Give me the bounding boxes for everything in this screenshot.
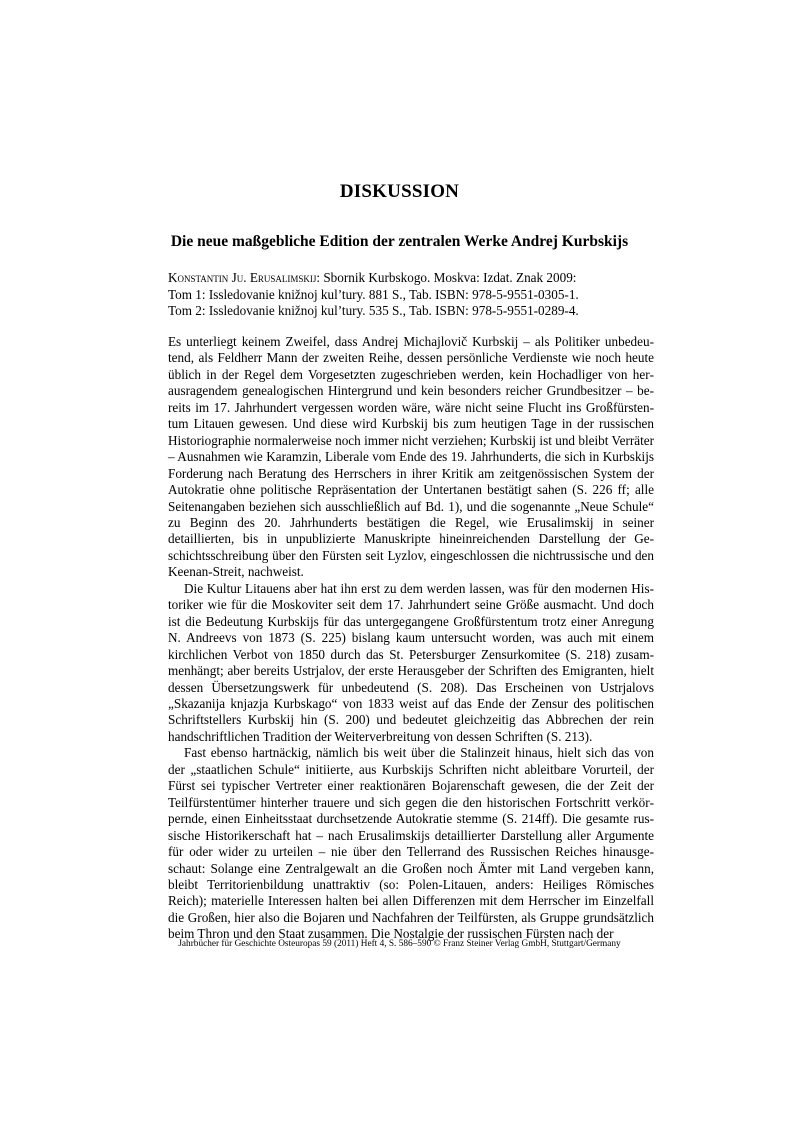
journal-footer: Jahrbücher für Geschichte Osteuropas 59 (2011) Heft 4, S. 586–590 © Franz Steiner Verlag GmbH, Stuttgart/Germany [178, 939, 621, 949]
article-body [168, 334, 654, 943]
section-title: DISKUSSION [339, 181, 460, 202]
body-paragraph: Es unterliegt keinem Zweifel, dass Andrej Michajlovič Kurbskij – als Politiker unbedeutend, als Feldherr Mann der zweiten Reihe, dessen persönliche Verdienste wie noch heute üblich in der Regel dem Vorgesetzten zugeschrieben werden, kein Hochadliger von herausragendem genealogischen Hintergrund und kein besonders reicher Grundbesitzer – bereits im 17. Jahrhundert vergessen worden wäre, wäre nicht seine Flucht ins Großfürstentum Litauen gewesen. Und diese wird Kurbskij bis zum heutigen Tage in der russischen Historiographie normalerweise noch immer nicht verziehen; Kurbskij ist und bleibt Verräter – Ausnahmen wie Karamzin, Liberale vom Ende des 19. Jahrhunderts, die sich in Kurbskijs Forderung nach Beratung des Herrschers in ihrer Kritik am zeitgenössischen System der Autokratie ohne politische Repräsentation der Untertanen bestätigt sahen (S. 226 ff; alle Seitenangaben beziehen sich ausschließlich auf Bd. 1), und die sogenannte „Neue Schule“ zu Beginn des 20. Jahrhunderts bestätigen die Regel, wie Erusalimskij in seiner detaillierten, bis in unpublizierte Manuskripte hineinreichenden Darstellung der Geschichtsschreibung über den Fürsten seit Lyzlov, eingeschlossen die nichtrussische und den Keenan-Streit, nachweist. [168, 334, 654, 580]
author-name: Konstantin Ju. Erusalimskij [168, 270, 317, 285]
bibliography-line-1 [168, 270, 648, 287]
body-paragraph: Fast ebenso hartnäckig, nämlich bis weit über die Stalinzeit hinaus, hielt sich das von der „staatlichen Schule“ initiierte, aus Kurbskijs Schriften nicht ableitbare Vorurteil, der Fürst sei typischer Vertreter einer reaktionären Bojarenschaft gewesen, die der Zeit der Teilfürstentümer hinterher trauere und sich gegen die den historischen Fortschritt verkörpernde, einen Einheitsstaat durchsetzende Autokratie stemme (S. 214ff). Die gesamte russische Historikerschaft hat – nach Erusalimskijs detaillierter Darstellung aller Argumente für oder wider zu urteilen – nie über den Tellerrand des Russischen Reiches hinausgeschaut: Solange eine Zentralgewalt an die Großen noch Ämter mit Land vergeben kann, bleibt Territorienbildung unattraktiv (so: Polen-Litauen, anders: Heiliges Römisches Reich); materielle Interessen halten bei allen Differenzen mit dem Herrscher im Einzelfall die Großen, hier also die Bojaren und Nachfahren der Teilfürsten, als Gruppe grundsätzlich beim Thron und den Staat zusammen. Die Nostalgie der russischen Fürsten nach der [168, 745, 654, 942]
body-paragraph: Die Kultur Litauens aber hat ihn erst zu dem werden lassen, was für den modernen Historiker wie für die Moskoviter seit dem 17. Jahrhundert seine Größe ausmacht. Und doch ist die Bedeutung Kurbskijs für das untergegangene Großfürstentum trotz einer Anregung N. Andreevs von 1873 (S. 225) bislang kaum untersucht worden, was auch mit einem kirchlichen Verbot von 1850 durch das St. Petersburger Zensurkomitee (S. 218) zusammenhängt; aber bereits Ustrjalov, der erste Herausgeber der Schriften des Emigranten, hielt dessen Übersetzungswerk für unbedeutend (S. 208). Das Erscheinen von Ustrjalovs „Skazanija knjazja Kurbskago“ von 1833 weist auf das Ende der Zensur des politischen Schriftstellers Kurbskij hin (S. 200) und bedeutet gleichzeitig das Abbrechen der rein handschriftlichen Tradition der Weiterverbreitung von dessen Schriften (S. 213). [168, 580, 654, 744]
article-title: Die neue maßgebliche Edition der zentralen Werke Andrej Kurbskijs [170, 233, 629, 250]
bibliography-title: : Sbornik Kurbskogo. Moskva: Izdat. Znak 2009: [316, 270, 577, 285]
bibliography-line-3: Tom 2: Issledovanie knižnoj kul’tury. 535 S., Tab. ISBN: 978-5-9551-0289-4. [168, 303, 579, 318]
bibliography-line-2: Tom 1: Issledovanie knižnoj kul’tury. 881 S., Tab. ISBN: 978-5-9551-0305-1. [168, 286, 579, 302]
bibliography-block [168, 270, 648, 320]
